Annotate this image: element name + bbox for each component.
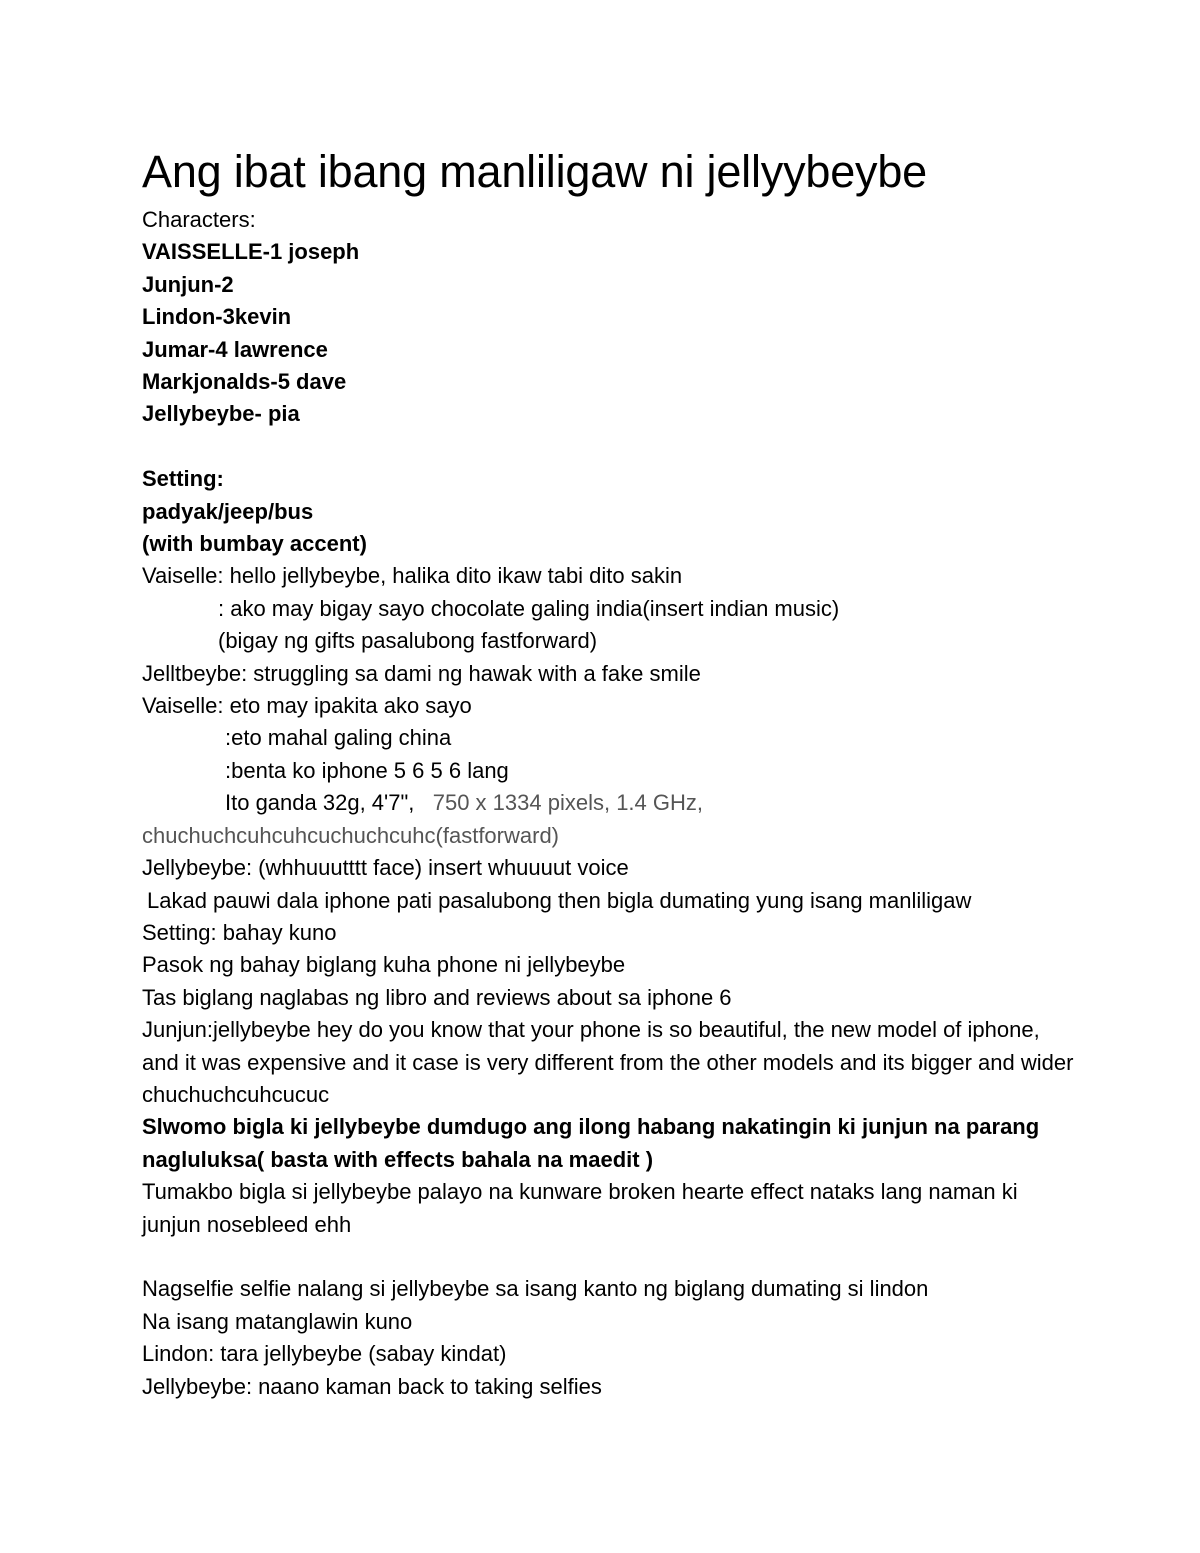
script-line: :benta ko iphone 5 6 5 6 lang — [225, 757, 509, 783]
document-body — [142, 140, 1082, 1403]
script-line: Lindon: tara jellybeybe (sabay kindat) — [142, 1341, 507, 1367]
script-line: Vaiselle: eto may ipakita ako sayo — [142, 693, 472, 719]
script-paragraph: Junjun:jellybeybe hey do you know that your phone is so beautiful, the new model of iphone, and it was expensive and it case is very different from the other models and its bigger and wider chuchuchcuhcucuc — [142, 1017, 1074, 1107]
script-line — [142, 787, 1082, 819]
script-line: Setting: bahay kuno — [142, 919, 337, 945]
spacer — [142, 1241, 1082, 1273]
characters-label: Characters: — [142, 207, 256, 232]
script-line: chuchuchcuhcuhcuchuchcuhc(fastforward) — [142, 822, 560, 848]
script-line: Pasok ng bahay biglang kuha phone ni jellybeybe — [142, 952, 626, 978]
script-line: Jelltbeybe: struggling sa dami ng hawak with a fake smile — [142, 660, 701, 686]
script-line: Lakad pauwi dala iphone pati pasalubong then bigla dumating yung isang manliligaw — [147, 887, 972, 913]
document-title: Ang ibat ibang manliligaw ni jellyybeybe — [142, 146, 927, 197]
script-line: : ako may bigay sayo chocolate galing india(insert indian music) — [218, 595, 840, 621]
character-item: VAISSELLE-1 joseph — [142, 239, 360, 265]
accent-note: (with bumbay accent) — [142, 531, 367, 557]
spec-text: 750 x 1334 pixels, 1.4 GHz, — [432, 790, 703, 816]
script-paragraph: Tumakbo bigla si jellybeybe palayo na kunware broken hearte effect nataks lang naman ki junjun nosebleed ehh — [142, 1179, 1018, 1237]
script-line-part: Ito ganda 32g, 4'7", — [225, 790, 415, 816]
script-line: Vaiselle: hello jellybeybe, halika dito ikaw tabi dito sakin — [142, 563, 683, 589]
script-line: Jellybeybe: naano kaman back to taking selfies — [142, 1373, 602, 1399]
script-line: (bigay ng gifts pasalubong fastforward) — [218, 628, 598, 654]
script-paragraph: Slwomo bigla ki jellybeybe dumdugo ang ilong habang nakatingin ki junjun na parang nagluluksa( basta with effects bahala na maedit ) — [142, 1114, 1040, 1172]
character-item: Lindon-3kevin — [142, 304, 292, 330]
character-item: Jumar-4 lawrence — [142, 336, 328, 362]
script-line: Tas biglang naglabas ng libro and reviews about sa iphone 6 — [142, 984, 732, 1010]
character-item: Junjun-2 — [142, 271, 234, 297]
character-item: Jellybeybe- pia — [142, 401, 300, 427]
setting-value: padyak/jeep/bus — [142, 498, 314, 524]
script-line: Na isang matanglawin kuno — [142, 1308, 413, 1334]
spacer — [142, 431, 1082, 463]
script-line: :eto mahal galing china — [225, 725, 452, 751]
script-line: Jellybeybe: (whhuuutttt face) insert whuuuut voice — [142, 855, 629, 881]
character-item: Markjonalds-5 dave — [142, 369, 347, 395]
script-line: Nagselfie selfie nalang si jellybeybe sa isang kanto ng biglang dumating si lindon — [142, 1276, 929, 1302]
setting-label: Setting: — [142, 466, 224, 492]
